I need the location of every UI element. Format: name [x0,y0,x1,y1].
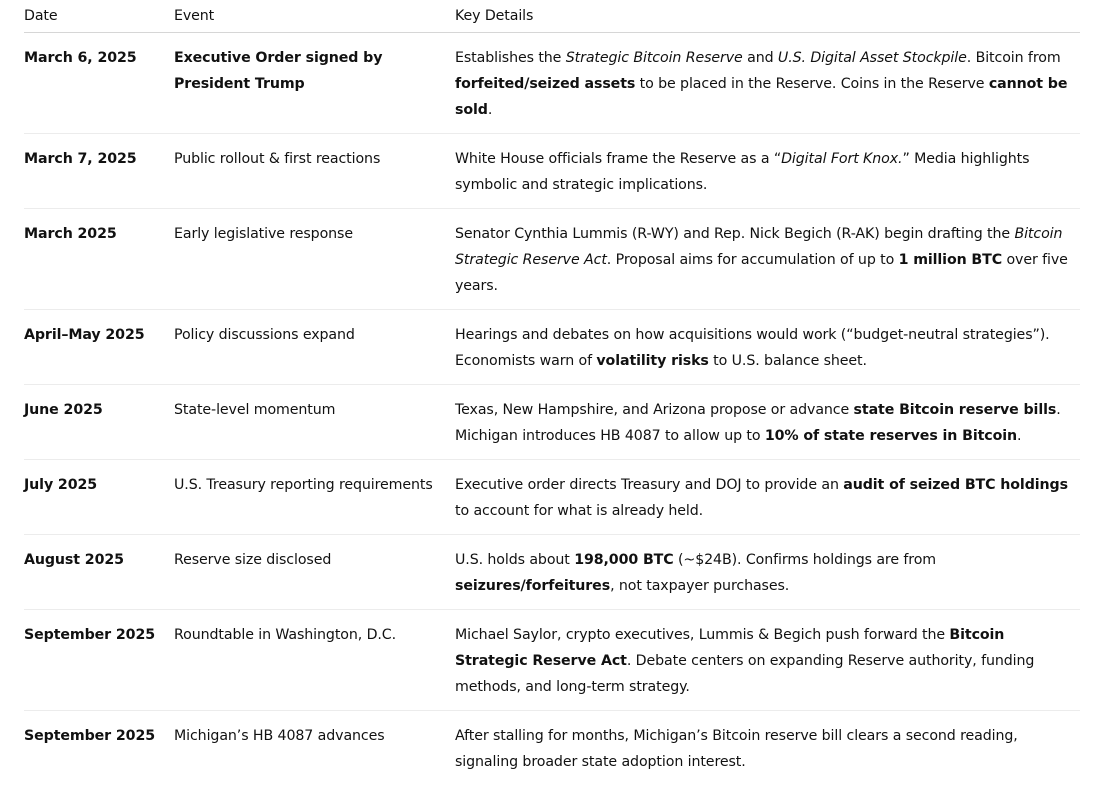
bold-text: 198,000 BTC [574,552,673,568]
row-key-details [455,134,1080,209]
bold-text: 10% of state reserves in Bitcoin [765,428,1017,444]
bold-text: state Bitcoin reserve bills [854,402,1057,418]
row-date: July 2025 [24,460,174,535]
row-key-details [455,610,1080,711]
detail-text: Establishes the [455,50,566,66]
table-row [24,385,1080,460]
detail-text: . [488,102,492,118]
row-key-details [455,209,1080,310]
row-date: March 7, 2025 [24,134,174,209]
detail-text: over five years. [455,252,1068,294]
detail-text: . Debate centers on expanding Reserve authority, funding methods, and long-term strategy. [455,653,1034,695]
row-event: State-level momentum [174,385,455,460]
detail-text: . Bitcoin from [967,50,1061,66]
row-key-details [455,460,1080,535]
bold-text: cannot be sold [455,76,1067,118]
detail-text: and [743,50,778,66]
detail-text: . Michigan introduces HB 4087 to allow up to [455,402,1061,444]
row-key-details [455,310,1080,385]
detail-text: Executive order directs Treasury and DOJ to provide an [455,477,843,493]
row-date: March 2025 [24,209,174,310]
table-row [24,134,1080,209]
bold-text: forfeited/seized assets [455,76,635,92]
row-date: June 2025 [24,385,174,460]
table-header-row [24,0,1080,33]
column-header-event: Event [174,0,455,33]
italic-text: U.S. Digital Asset Stockpile [778,50,967,66]
italic-text: Digital Fort Knox. [781,151,902,167]
detail-text: . Proposal aims for accumulation of up to [607,252,899,268]
table-row [24,33,1080,134]
detail-text: Hearings and debates on how acquisitions would work (“budget-neutral strategies”). Economists warn of [455,327,1050,369]
italic-text: Strategic Bitcoin Reserve [566,50,743,66]
detail-text: Michael Saylor, crypto executives, Lummis & Begich push forward the [455,627,949,643]
table-row [24,310,1080,385]
detail-text: to account for what is already held. [455,503,703,519]
row-event: Executive Order signed by President Trump [174,33,455,134]
bold-text: volatility risks [596,353,708,369]
detail-text: ” Media highlights symbolic and strategic implications. [455,151,1029,193]
row-event: U.S. Treasury reporting requirements [174,460,455,535]
timeline-table [24,0,1080,785]
detail-text: , not taxpayer purchases. [610,578,789,594]
row-date: March 6, 2025 [24,33,174,134]
detail-text: to U.S. balance sheet. [709,353,867,369]
detail-text: U.S. holds about [455,552,574,568]
detail-text: to be placed in the Reserve. Coins in the Reserve [635,76,989,92]
bold-text: seizures/forfeitures [455,578,610,594]
table-row [24,460,1080,535]
table-row [24,711,1080,785]
column-header-key-details: Key Details [455,0,1080,33]
table-body [24,33,1080,785]
bold-text: 1 million BTC [899,252,1002,268]
row-key-details [455,33,1080,134]
row-event: Early legislative response [174,209,455,310]
detail-text: (~$24B). Confirms holdings are from [674,552,936,568]
row-key-details [455,711,1080,785]
row-event: Reserve size disclosed [174,535,455,610]
timeline-table-container [24,0,1080,785]
detail-text: Texas, New Hampshire, and Arizona propose or advance [455,402,854,418]
column-header-date: Date [24,0,174,33]
table-row [24,535,1080,610]
detail-text: After stalling for months, Michigan’s Bitcoin reserve bill clears a second reading, signaling broader state adoption interest. [455,728,1018,770]
detail-text: White House officials frame the Reserve as a “ [455,151,781,167]
detail-text: . [1017,428,1021,444]
table-row [24,209,1080,310]
row-event: Public rollout & first reactions [174,134,455,209]
row-date: September 2025 [24,711,174,785]
row-key-details [455,535,1080,610]
row-event: Michigan’s HB 4087 advances [174,711,455,785]
bold-text: Bitcoin Strategic Reserve Act [455,627,1004,669]
row-event: Policy discussions expand [174,310,455,385]
row-date: August 2025 [24,535,174,610]
table-row [24,610,1080,711]
bold-text: audit of seized BTC holdings [843,477,1068,493]
row-date: April–May 2025 [24,310,174,385]
italic-text: Bitcoin Strategic Reserve Act [455,226,1062,268]
detail-text: Senator Cynthia Lummis (R-WY) and Rep. Nick Begich (R-AK) begin drafting the [455,226,1014,242]
row-key-details [455,385,1080,460]
row-event: Roundtable in Washington, D.C. [174,610,455,711]
row-date: September 2025 [24,610,174,711]
